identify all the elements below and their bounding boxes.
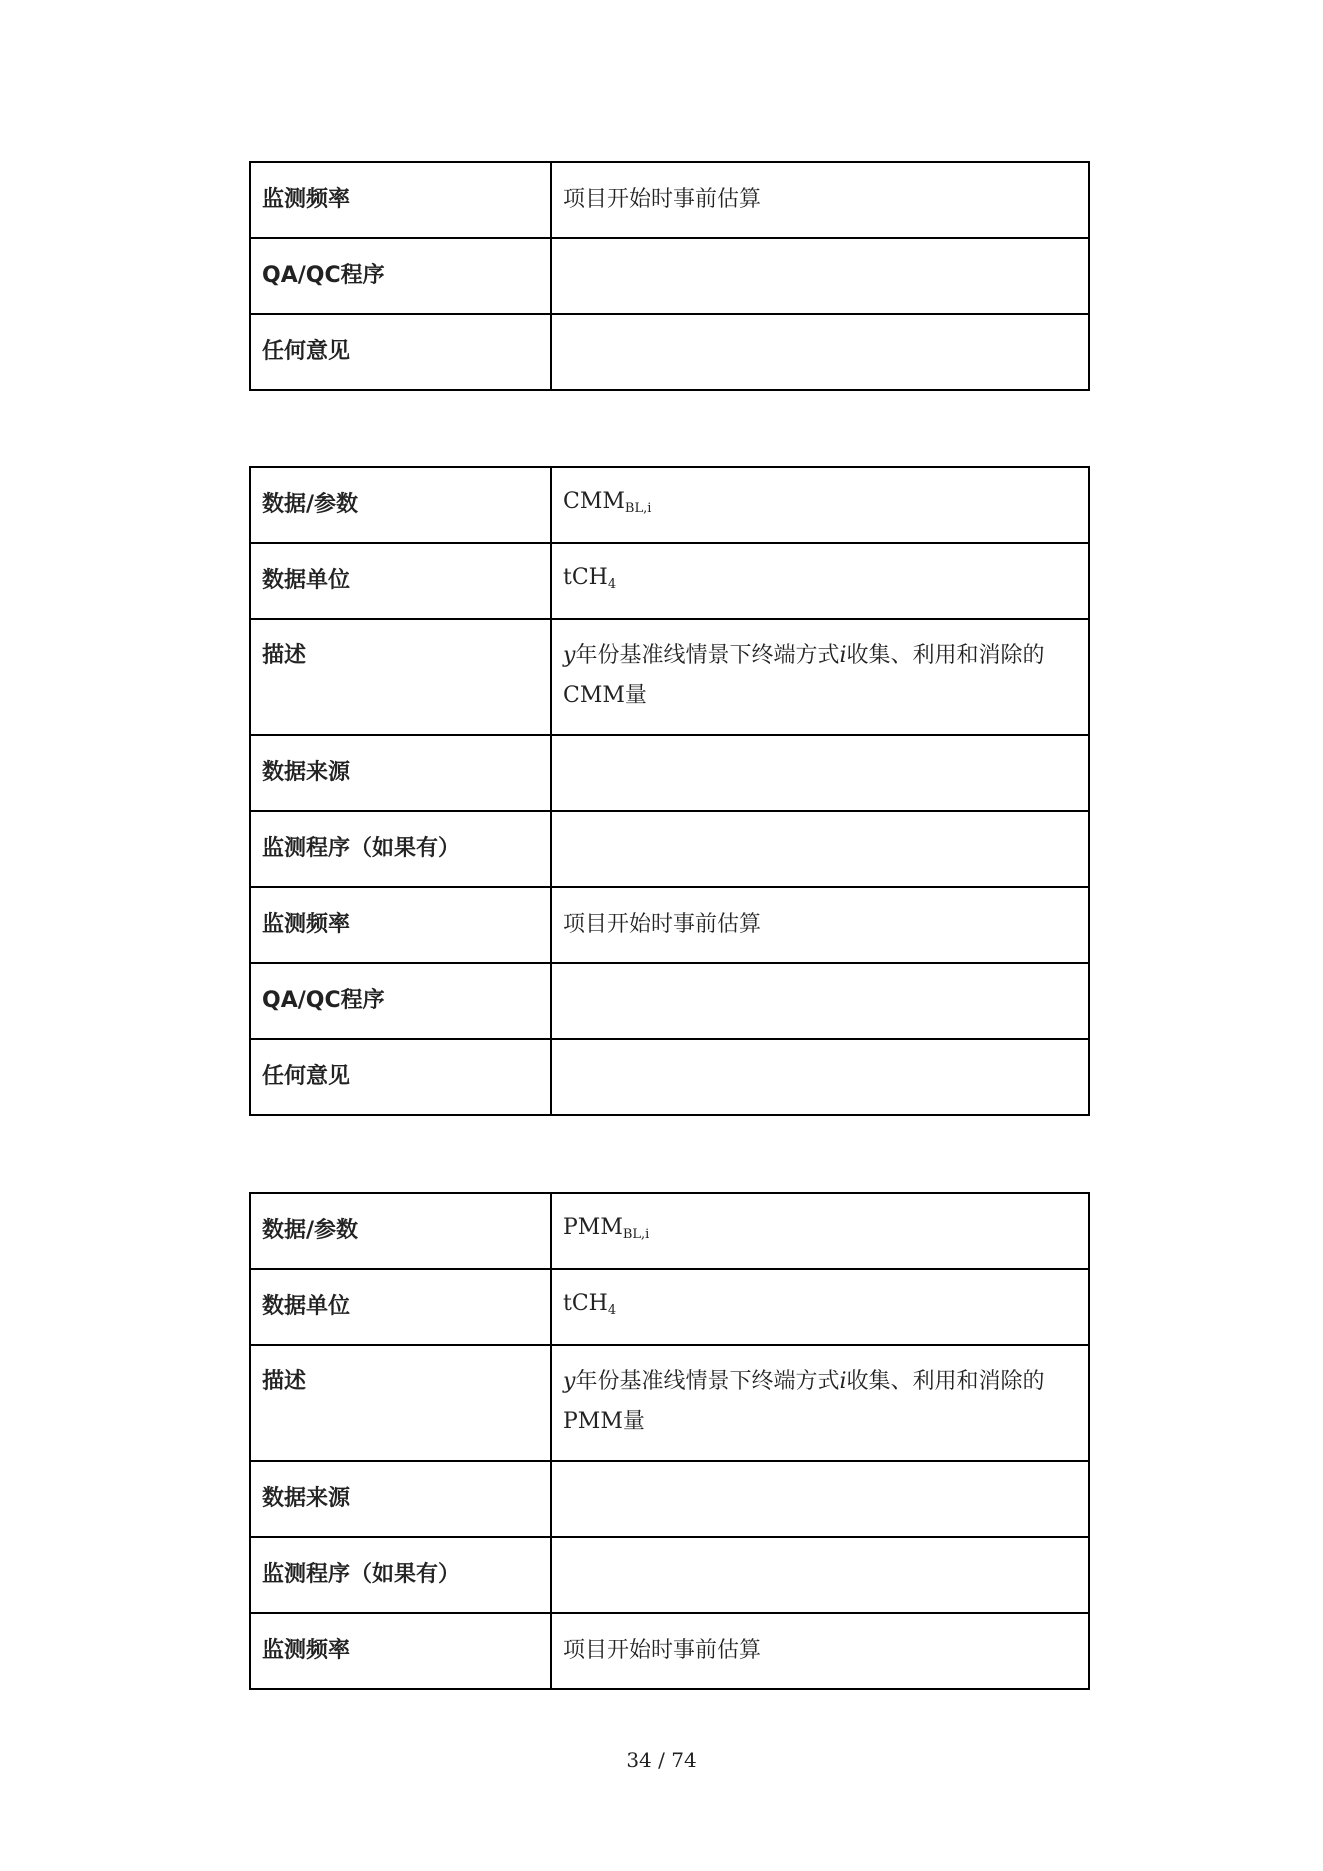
param-subscript: BL,i [624, 500, 652, 516]
row-value [551, 314, 1089, 390]
frequency-label: 监测频率 [250, 887, 551, 963]
row-label: QA/QC程序 [250, 238, 551, 314]
param-symbol: CMM [563, 488, 625, 514]
comment-value [551, 1039, 1089, 1115]
row-label: 任何意见 [250, 314, 551, 390]
index-variable: i [839, 643, 847, 668]
table-row [250, 1345, 1089, 1461]
frequency-value: 项目开始时事前估算 [551, 1613, 1089, 1689]
param-subscript: BL,i [622, 1226, 650, 1242]
param-value [551, 1193, 1089, 1269]
unit-value [551, 543, 1089, 619]
source-label: 数据来源 [250, 1461, 551, 1537]
unit-base: tCH [563, 1290, 608, 1316]
qaqc-label: QA/QC程序 [250, 963, 551, 1039]
table-row [250, 314, 1089, 390]
procedure-label: 监测程序（如果有） [250, 811, 551, 887]
param-value [551, 467, 1089, 543]
table-row [250, 543, 1089, 619]
row-value: 项目开始时事前估算 [551, 162, 1089, 238]
description-text: 年份基准线情景下终端方式 [575, 643, 840, 668]
param-symbol: PMM [563, 1214, 623, 1240]
description-label: 描述 [250, 619, 551, 735]
frequency-value: 项目开始时事前估算 [551, 887, 1089, 963]
description-text: 年份基准线情景下终端方式 [575, 1369, 840, 1394]
year-variable: y [563, 1369, 576, 1394]
frequency-label: 监测频率 [250, 1613, 551, 1689]
description-text-end: 收集、利用和消除的PMM量 [563, 1369, 1045, 1434]
table-row [250, 238, 1089, 314]
description-text-end: 收集、利用和消除的CMM量 [563, 643, 1045, 708]
parameter-table-pmm [249, 1192, 1090, 1690]
description-value [551, 619, 1089, 735]
param-label: 数据/参数 [250, 1193, 551, 1269]
procedure-value [551, 811, 1089, 887]
table-row [250, 162, 1089, 238]
table-row [250, 467, 1089, 543]
table-row [250, 1269, 1089, 1345]
description-label: 描述 [250, 1345, 551, 1461]
source-value [551, 735, 1089, 811]
row-value [551, 238, 1089, 314]
table-row [250, 811, 1089, 887]
page-number: 34 / 74 [626, 1748, 697, 1772]
unit-subscript: 4 [607, 576, 617, 592]
year-variable: y [563, 643, 576, 668]
table-row [250, 1039, 1089, 1115]
table-row [250, 1193, 1089, 1269]
table-row [250, 735, 1089, 811]
table-row [250, 1613, 1089, 1689]
unit-value [551, 1269, 1089, 1345]
procedure-value [551, 1537, 1089, 1613]
table-row [250, 1537, 1089, 1613]
comment-label: 任何意见 [250, 1039, 551, 1115]
table-row [250, 887, 1089, 963]
unit-subscript: 4 [607, 1302, 617, 1318]
table-continued [249, 161, 1090, 391]
table-row [250, 963, 1089, 1039]
source-value [551, 1461, 1089, 1537]
unit-label: 数据单位 [250, 543, 551, 619]
parameter-table-cmm [249, 466, 1090, 1116]
row-label: 监测频率 [250, 162, 551, 238]
table-row [250, 1461, 1089, 1537]
param-label: 数据/参数 [250, 467, 551, 543]
index-variable: i [839, 1369, 847, 1394]
qaqc-value [551, 963, 1089, 1039]
source-label: 数据来源 [250, 735, 551, 811]
procedure-label: 监测程序（如果有） [250, 1537, 551, 1613]
description-value [551, 1345, 1089, 1461]
table-row [250, 619, 1089, 735]
unit-label: 数据单位 [250, 1269, 551, 1345]
unit-base: tCH [563, 564, 608, 590]
